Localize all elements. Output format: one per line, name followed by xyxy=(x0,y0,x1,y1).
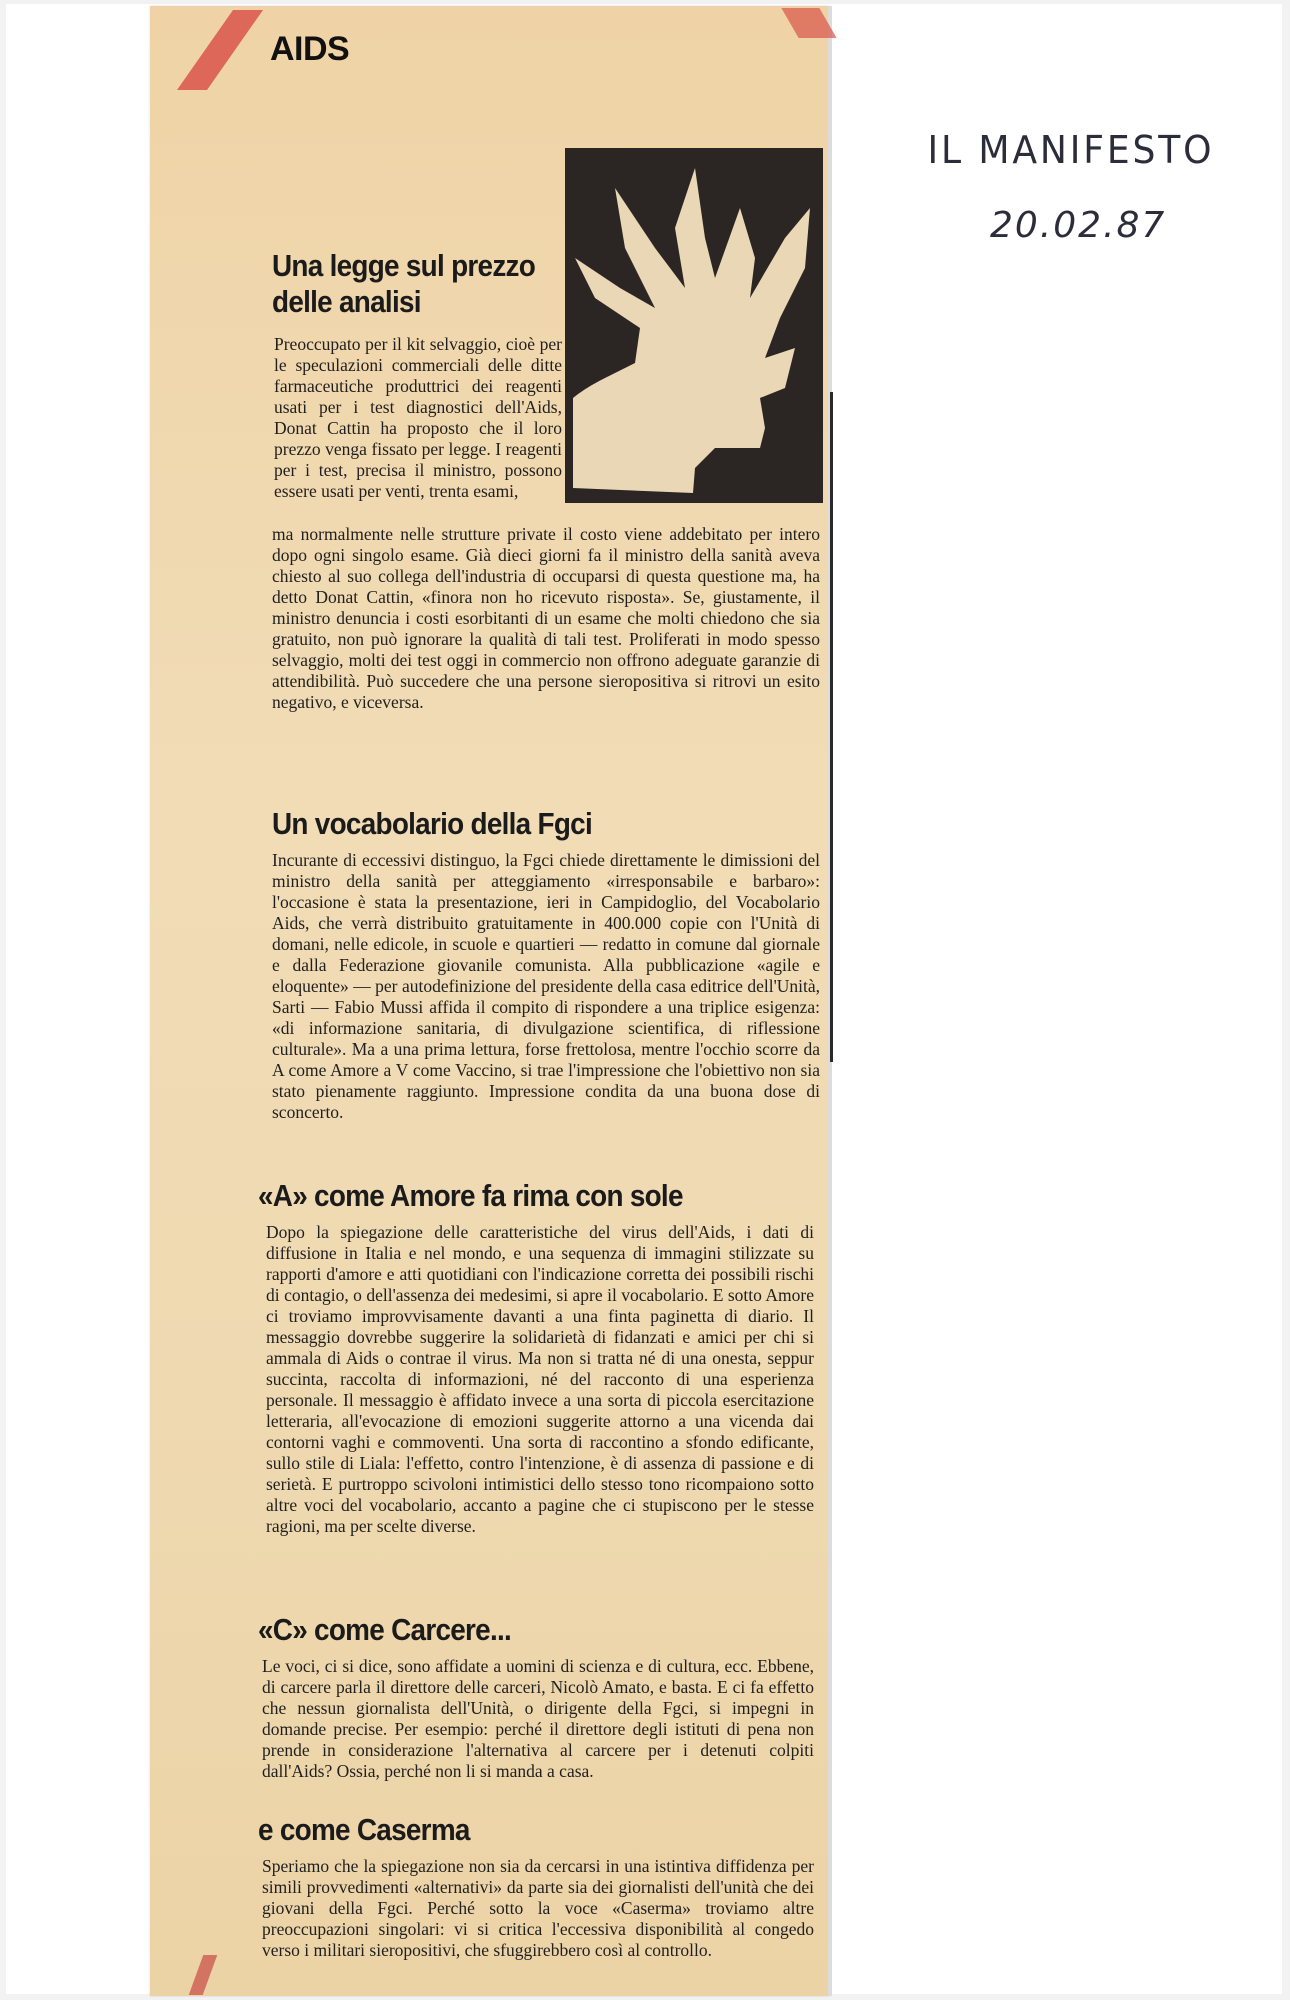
article-headline: «C» come Carcere... xyxy=(258,1612,512,1647)
article-body: Incurante di eccessivi distinguo, la Fgci chiede direttamente le dimissioni del ministro della sanità per atteggiamento «irresponsabile e barbaro»: l'occasione è stata la presentazione, ieri in Campidoglio, del Vocabolario Aids, che verrà distribuito gratuitamente in 400.000 copie con l'Unità di domani, nelle edicole, in scuole e quartieri — redatto in comune dal giornale e dalla Federazione giovanile comunista. Alla pubblicazione «agile e eloquente» — per autodefinizione del presidente della casa editrice dell'Unità, Sarti — Fabio Mussi affida il compito di rispondere a una triplice esigenza: «di informazione sanitaria, di divulgazione scientifica, di riflessione culturale». Ma a una prima lettura, forse frettolosa, mentre l'occhio scorre da A come Amore a V come Vaccino, si trae l'impressione che l'obiettivo non sia stato pienamente raggiunto. Impressione condita da una buona dose di sconcerto. xyxy=(272,850,820,1122)
article-headline: «A» come Amore fa rima con sole xyxy=(258,1178,683,1213)
column-rule xyxy=(830,392,833,1062)
article-headline: Una legge sul prezzo delle analisi xyxy=(272,248,536,319)
article-headline: Un vocabolario della Fgci xyxy=(272,806,592,841)
flame-woodcut-icon xyxy=(565,148,823,503)
article-body: Le voci, ci si dice, sono affidate a uomini di scienza e di cultura, ecc. Ebbene, di carcere parla il direttore delle carceri, Nicolò Amato, e basta. E ci fa effetto che nessun giornalista dell'Unità, o dirigente della Fgci, si impegni in domande precise. Per esempio: perché il direttore degli istituti di pena non prende in considerazione l'alternativa al carcere per i detenuti colpiti dall'Aids? Ossia, perché non li si manda a casa. xyxy=(262,1656,814,1781)
handwritten-newspaper-name: IL MANIFESTO xyxy=(927,128,1215,172)
article-headline: e come Caserma xyxy=(258,1812,470,1847)
article-body: ma normalmente nelle strutture private il costo viene addebitato per intero dopo ogni singolo esame. Già dieci giorni fa il ministro della sanità aveva chiesto al suo collega dell'industria di occuparsi di questa questione ma, ha detto Donat Cattin, «finora non ho ricevuto risposta». Se, giustamente, il ministro denuncia i costi esorbitanti di un esame che molti chiedono che sia gratuito, non può ignorare la qualità di tali test. Proliferati in modo spesso selvaggio, molti dei test oggi in commercio non offrono adeguate garanzie di attendibilità. Può succedere che una persone sieropositiva si ritrovi un esito negativo, e viceversa. xyxy=(272,524,820,712)
section-tag: AIDS xyxy=(270,30,350,68)
article-body: Preoccupato per il kit selvaggio, cioè per le speculazioni commerciali delle ditte farmaceutiche produttrici dei reagenti usati per i test diagnostici dell'Aids, Donat Cattin ha proposto che il loro prezzo venga fissato per legge. I reagenti per i test, precisa il ministro, possono essere usati per venti, trenta esami, xyxy=(274,334,562,501)
article-body: Dopo la spiegazione delle caratteristiche del virus dell'Aids, i dati di diffusione in Italia e nel mondo, e una sequenza di immagini stilizzate su rapporti d'amore e atti quotidiani con l'indicazione corretta dei possibili rischi di contagio, o dell'assenza dei medesimi, si apre il vocabolario. E sotto Amore ci troviamo improvvisamente davanti a una finta paginetta di diario. Il messaggio dovrebbe suggerire la solidarietà di fidanzati e amici per chi si ammala di Aids o contrae il virus. Ma non si tratta né di una onesta, seppur succinta, raccolta di informazioni, né del racconto di una esperienza personale. Il messaggio è affidato invece a una sorta di piccola esercitazione letteraria, all'evocazione di emozioni suggerite attorno a una vicenda dai contorni vaghi e commoventi. Una sorta di raccontino a sfondo edificante, sullo stile di Liala: l'effetto, contro l'intenzione, è di assenza di passione e di serietà. E purtroppo scivoloni intimistici dello stesso tono ricompaiono sotto altre voci del vocabolario, accanto a pagine che ci stupiscono per le stesse ragioni, ma per scelte diverse. xyxy=(266,1222,814,1536)
handwritten-date: 20.02.87 xyxy=(990,205,1167,246)
article-body: Speriamo che la spiegazione non sia da cercarsi in una istintiva diffidenza per simili provvedimenti «alternativi» da parte sia dei giornalisti dell'unità che dei giovani della Fgci. Perché sotto la voce «Caserma» troviamo altre preoccupazioni singolari: vi si critica l'eccessiva disponibilità al congedo verso i militari sieropositivi, che sfuggirebbero così al controllo. xyxy=(262,1856,814,1960)
